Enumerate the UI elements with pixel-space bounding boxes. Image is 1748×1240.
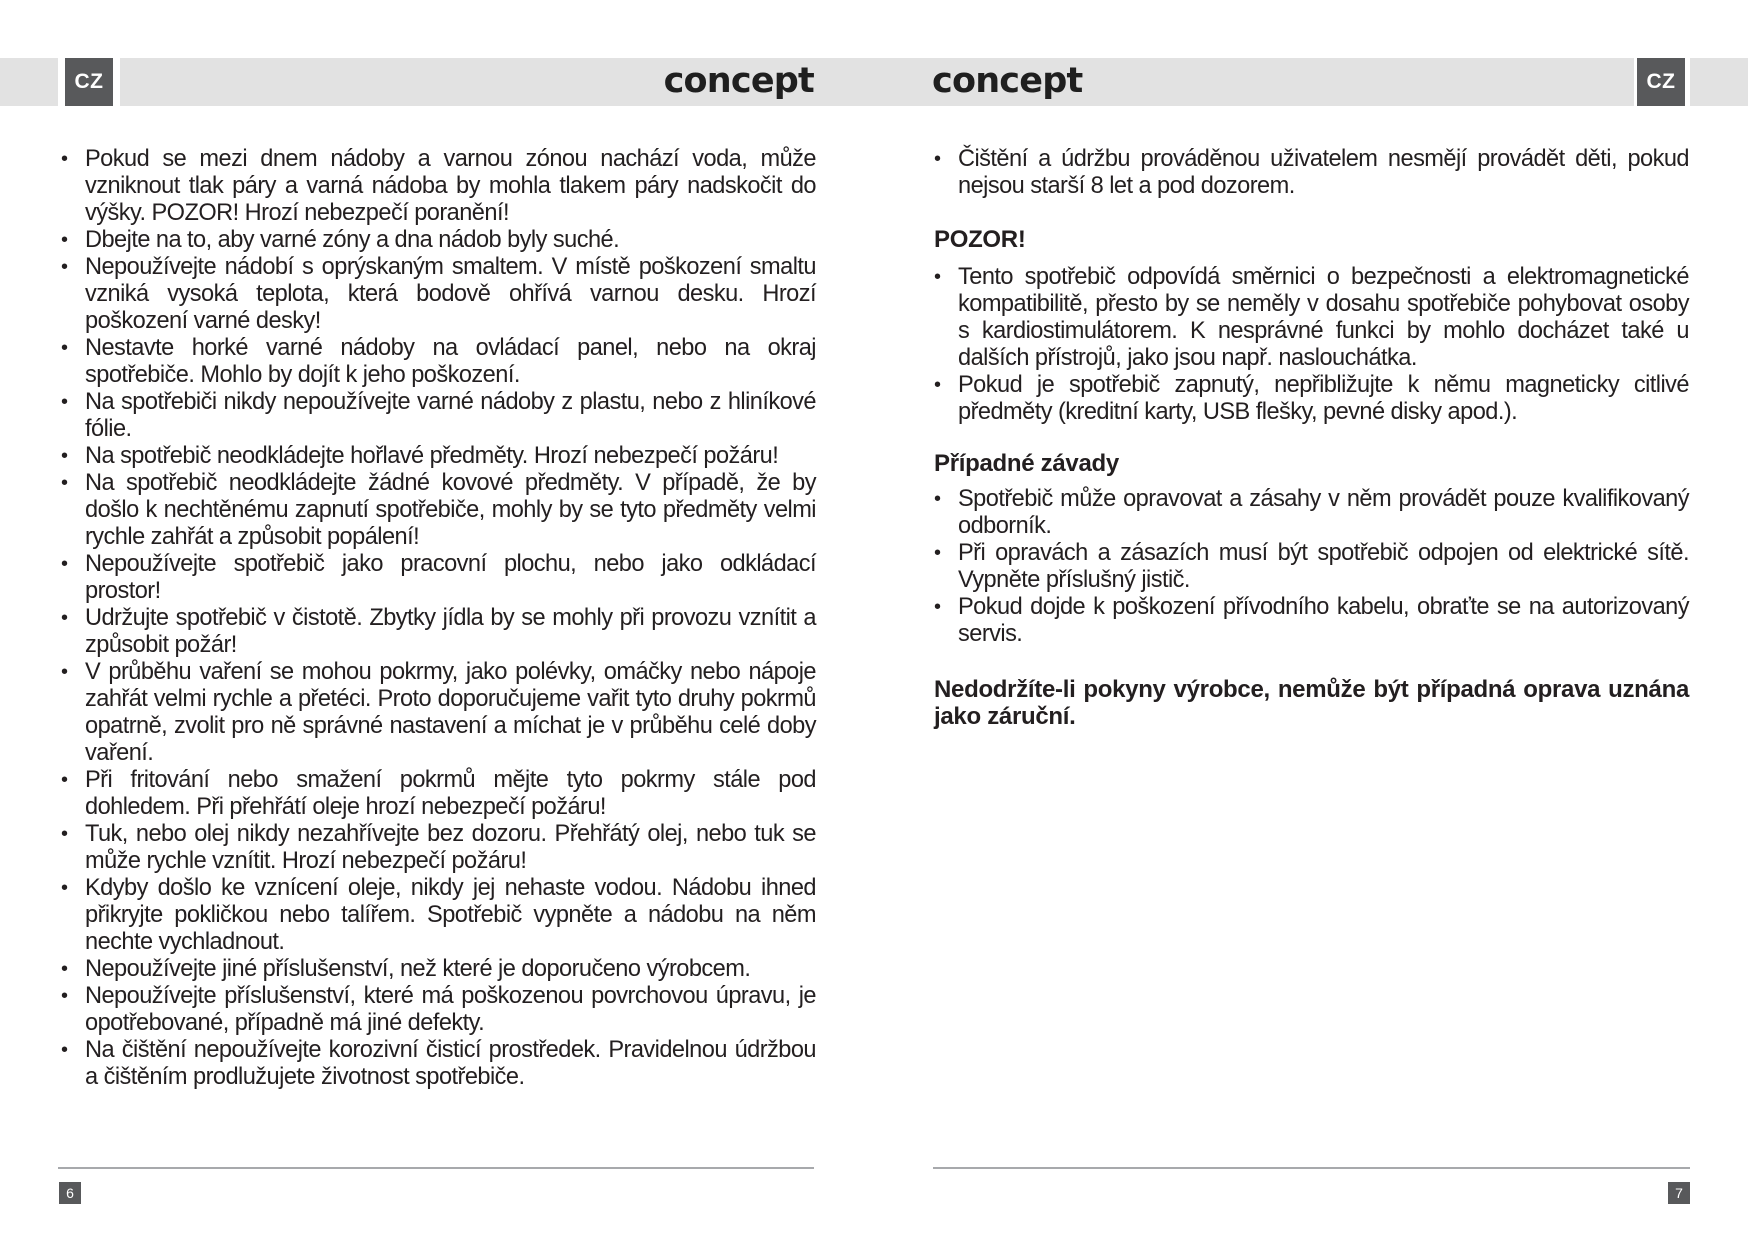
right-column xyxy=(934,146,1689,730)
right-page xyxy=(874,0,1748,1240)
maintenance-bullet-list xyxy=(934,146,1689,200)
left-column xyxy=(61,146,816,1091)
bullet-item: • Na čištění nepoužívejte korozivní čisticí prostředek. Pravidelnou údržbou a čištěním prodlužujete životnost spotřebiče. xyxy=(61,1037,816,1091)
bullet-item: • Kdyby došlo ke vznícení oleje, nikdy jej nehaste vodou. Nádobu ihned přikryjte pokličkou nebo talířem. Spotřebič vypněte a nádobu na něm nechte vychladnout. xyxy=(61,875,816,956)
page-number-left: 6 xyxy=(59,1182,81,1204)
bullet-item: • Na spotřebič neodkládejte hořlavé předměty. Hrozí nebezpečí požáru! xyxy=(61,443,816,470)
faults-bullet-list xyxy=(934,486,1689,648)
bullet-item: • Pokud je spotřebič zapnutý, nepřibližujte k němu magneticky citlivé předměty (kreditní karty, USB flešky, pevné disky apod.). xyxy=(934,372,1689,426)
bullet-item: • Tento spotřebič odpovídá směrnici o bezpečnosti a elektromagnetické kompatibilitě, přesto by se neměly v dosahu spotřebiče pohybovat osoby s kardiostimulátorem. K nesprávné funkci by mohlo docházet také u dalších přístrojů, jako jsou např. naslouchátka. xyxy=(934,264,1689,372)
footer-rule-right xyxy=(933,1167,1690,1169)
bullet-item: • Tuk, nebo olej nikdy nezahřívejte bez dozoru. Přehřátý olej, nebo tuk se může rychle vznítit. Hrozí nebezpečí požáru! xyxy=(61,821,816,875)
bullet-item: • Na spotřebiči nikdy nepoužívejte varné nádoby z plastu, nebo z hliníkové fólie. xyxy=(61,389,816,443)
bullet-item: • Nestavte horké varné nádoby na ovládací panel, nebo na okraj spotřebiče. Mohlo by dojít k jeho poškození. xyxy=(61,335,816,389)
language-badge-right: CZ xyxy=(1637,58,1685,106)
bullet-item: • Čištění a údržbu prováděnou uživatelem nesmějí provádět děti, pokud nejsou starší 8 let a pod dozorem. xyxy=(934,146,1689,200)
faults-heading: Případné závady xyxy=(934,450,1119,477)
bullet-item: • Při opravách a zásazích musí být spotřebič odpojen od elektrické sítě. Vypněte příslušný jistič. xyxy=(934,540,1689,594)
bullet-item: • Spotřebič může opravovat a zásahy v něm provádět pouze kvalifikovaný odborník. xyxy=(934,486,1689,540)
header-band-right-edge xyxy=(1690,58,1748,106)
footer-rule-left xyxy=(58,1167,814,1169)
language-badge-left: CZ xyxy=(65,58,113,106)
bullet-item: • Na spotřebič neodkládejte žádné kovové předměty. V případě, že by došlo k nechtěnému zapnutí spotřebiče, mohly by se tyto předměty velmi rychle zahřát a způsobit popálení! xyxy=(61,470,816,551)
bullet-item: • Dbejte na to, aby varné zóny a dna nádob byly suché. xyxy=(61,227,816,254)
bullet-item: • Nepoužívejte spotřebič jako pracovní plochu, nebo jako odkládací prostor! xyxy=(61,551,816,605)
bullet-item: • Nepoužívejte jiné příslušenství, než které je doporučeno výrobcem. xyxy=(61,956,816,983)
warning-heading: POZOR! xyxy=(934,226,1026,253)
concept-logo-right: concept xyxy=(932,61,1083,101)
bullet-item: • Udržujte spotřebič v čistotě. Zbytky jídla by se mohly při provozu vznítit a způsobit požár! xyxy=(61,605,816,659)
bullet-item: • Při fritování nebo smažení pokrmů mějte tyto pokrmy stále pod dohledem. Při přehřátí oleje hrozí nebezpečí požáru! xyxy=(61,767,816,821)
warning-bullet-list xyxy=(934,264,1689,426)
bullet-item: • Nepoužívejte příslušenství, které má poškozenou povrchovou úpravu, je opotřebované, případně má jiné defekty. xyxy=(61,983,816,1037)
page-number-right: 7 xyxy=(1668,1182,1690,1204)
bullet-item: • V průběhu vaření se mohou pokrmy, jako polévky, omáčky nebo nápoje zahřát velmi rychle a přetéci. Proto doporučujeme vařit tyto druhy pokrmů opatrně, zvolit pro ně správné nastavení a míchat je v průběhu celé doby vaření. xyxy=(61,659,816,767)
bullet-item: • Nepoužívejte nádobí s oprýskaným smaltem. V místě poškození smaltu vzniká vysoká teplota, která bodově ohřívá varnou desku. Hrozí poškození varné desky! xyxy=(61,254,816,335)
bullet-item: • Pokud se mezi dnem nádoby a varnou zónou nachází voda, může vzniknout tlak páry a varná nádoba by mohla tlakem páry nadskočit do výšky. POZOR! Hrozí nebezpečí poranění! xyxy=(61,146,816,227)
warranty-note: Nedodržíte-li pokyny výrobce, nemůže být případná oprava uznána jako záruční. xyxy=(934,676,1689,730)
bullet-item: • Pokud dojde k poškození přívodního kabelu, obraťte se na autorizovaný servis. xyxy=(934,594,1689,648)
safety-bullet-list-left xyxy=(61,146,816,1091)
header-band-left-edge xyxy=(0,58,58,106)
concept-logo-left: concept xyxy=(663,61,814,101)
